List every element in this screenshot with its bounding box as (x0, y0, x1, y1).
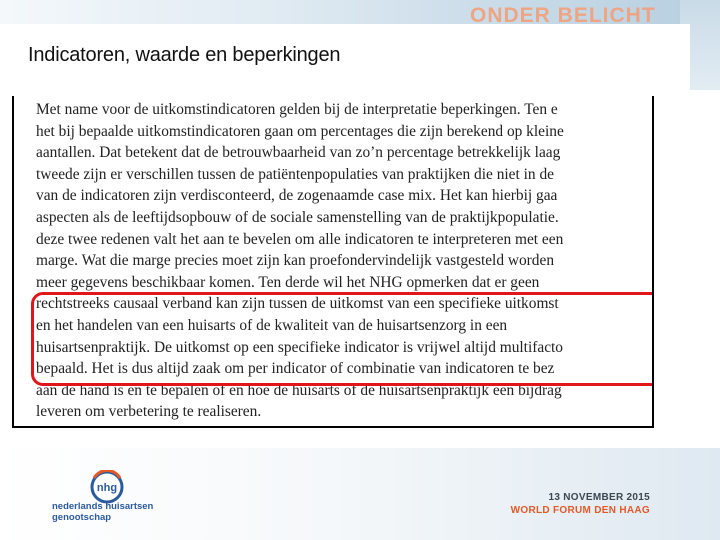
scan-line: rechtstreeks causaal verband kan zijn tussen de uitkomst van een specifieke uitkomst (36, 295, 559, 313)
scan-line: en het handelen van een huisarts of de kwaliteit van de huisartsenzorg in een (36, 316, 508, 334)
scan-line: marge. Wat die marge precies moet zijn kan proefondervindelijk vastgesteld worden (36, 252, 555, 270)
scan-line: Met name voor de uitkomstindicatoren gelden bij de interpretatie beperkingen. Ten e (36, 101, 558, 118)
footer-date: 13 NOVEMBER 2015 (548, 492, 650, 503)
scan-line: bepaald. Het is dus altijd zaak om per indicator of combinatie van indicatoren te bez (36, 360, 555, 378)
scan-line: aan de hand is en te bepalen of en hoe de huisarts of de huisartsenpraktijk een bijdrag (36, 381, 562, 399)
logo-wordmark (52, 501, 192, 523)
nhg-logo-icon (84, 470, 130, 504)
scan-line: leveren om verbetering te realiseren. (36, 403, 262, 421)
scanned-text-excerpt (12, 96, 654, 428)
scan-line: huisartsenpraktijk. De uitkomst op een specifieke indicator is vrijwel altijd multifacto (36, 338, 563, 356)
header-brand-text: ONDER BELICHT (470, 6, 656, 24)
logo-mark-text: nhg (96, 482, 118, 494)
scan-line: aspecten als de leeftijdsopbouw of de sociale samenstelling van de praktijkpopulatie. (36, 208, 559, 226)
nhg-logo (52, 470, 192, 530)
scan-line: het bij bepaalde uitkomstindicatoren gaan om percentages die zijn berekend op kleine (36, 122, 564, 140)
footer-event: WORLD FORUM DEN HAAG (510, 505, 650, 516)
scan-line: aantallen. Dat betekent dat de betrouwbaarheid van zo’n percentage betrekkelijk laag (36, 144, 561, 162)
logo-line-1: nederlands huisartsen (52, 501, 154, 512)
scan-line: tweede zijn er verschillen tussen de patiëntenpopulaties van praktijken die niet in de (36, 165, 554, 183)
scan-line: meer gegevens beschikbaar komen. Ten derde wil het NHG opmerken dat er geen (36, 273, 540, 291)
logo-line-2: genootschap (52, 512, 112, 523)
highlight-annotation (31, 292, 654, 386)
slide-title: Indicatoren, waarde en beperkingen (28, 44, 341, 66)
scan-line: deze twee redenen valt het aan te bevelen om alle indicatoren te interpreteren met een (36, 230, 564, 248)
scan-line: van de indicatoren zijn verdisconteerd, de zogenaamde case mix. Het kan hierbij gaa (36, 187, 558, 205)
